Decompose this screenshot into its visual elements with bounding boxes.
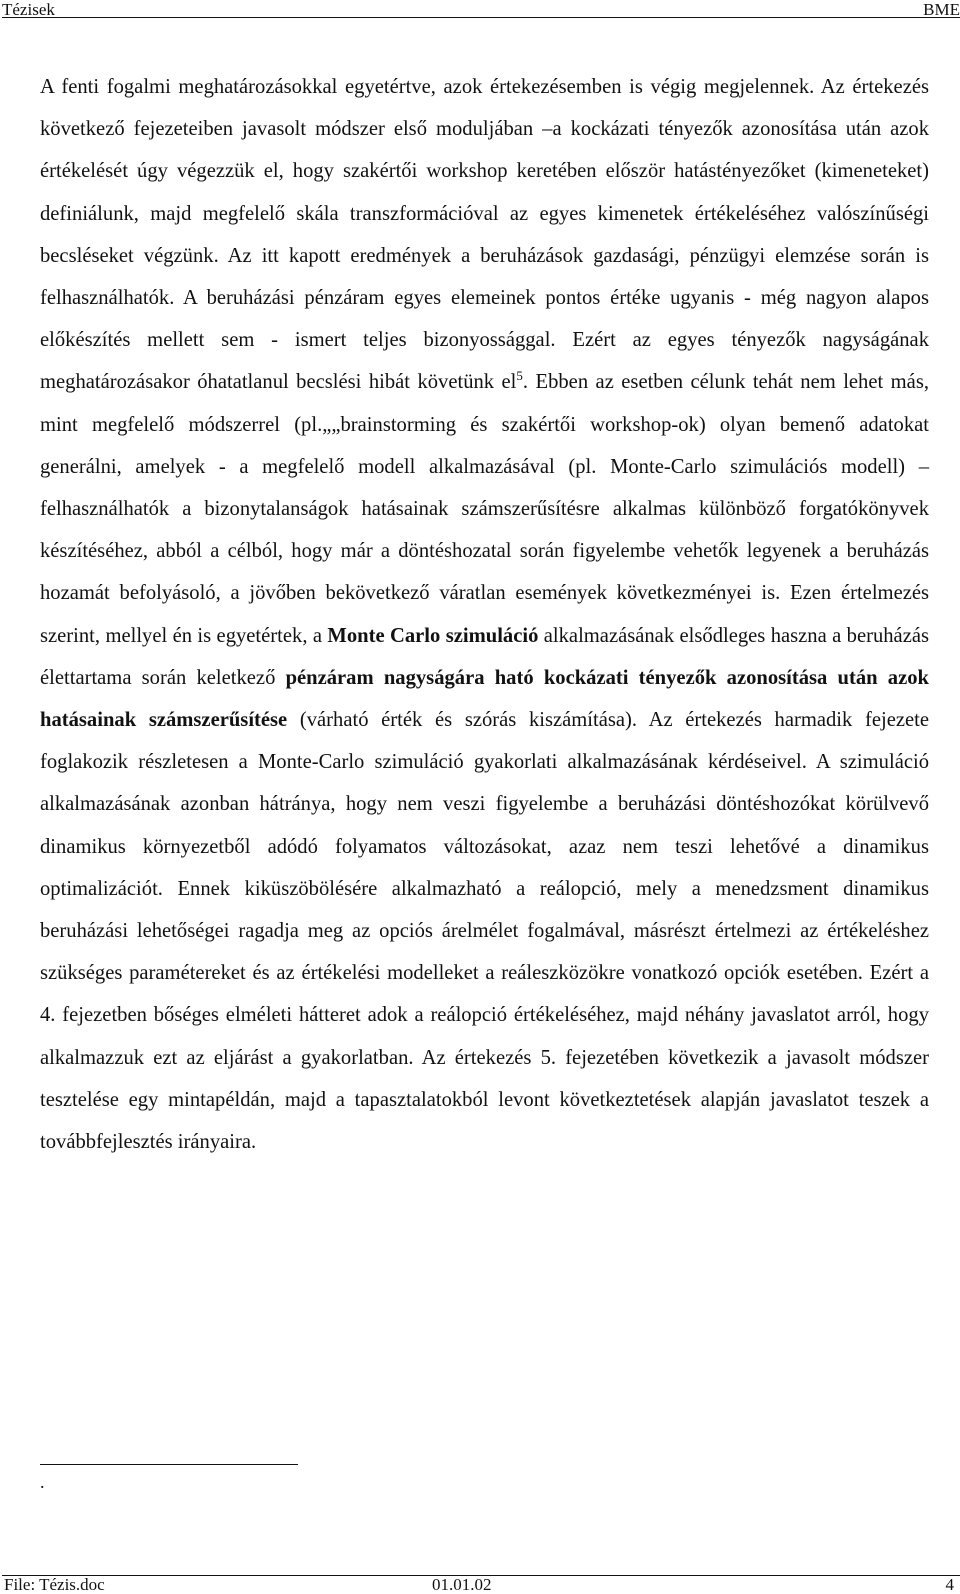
bold-phrase: pénzáram nagyságára ható kockázati tényezők azonosítása után azok hatásainak számszerűsítése bbox=[40, 666, 929, 732]
footer-date: 01.01.02 bbox=[432, 1575, 492, 1594]
header-rule bbox=[2, 17, 960, 18]
footer-filename: File: Tézis.doc bbox=[4, 1575, 105, 1594]
header-title: Tézisek bbox=[2, 0, 55, 19]
text-run: (várható érték és szórás kiszámítása). bbox=[287, 709, 638, 732]
text-run: Ezen értelmezés szerint, mellyel én is egyetértek, a bbox=[40, 582, 929, 647]
text-run: Az értekezés harmadik fejezete foglakozik részletesen a Monte-Carlo szimuláció gyakorlati alkalmazásának kérdéseivel. bbox=[40, 709, 929, 774]
text-run: alkalmazásának elsődleges haszna a beruházás élettartama során keletkező bbox=[40, 624, 929, 689]
text-run: A beruházási pénzáram egyes elemeinek pontos értéke ugyanis - még nagyon alapos előkészítés mellett sem - ismert teljes bizonyossággal. Ezért az egyes tényezők nagyságának meghatározásakor óhatatlanul becslési hibát követünk el bbox=[40, 287, 929, 394]
footnote-reference[interactable]: 5 bbox=[516, 368, 523, 384]
header-institution: BME bbox=[923, 0, 960, 19]
text-run: A fenti fogalmi meghatározásokkal egyetértve, azok értekezésemben is végig megjelennek. Az értekezés következő fejezeteiben javasolt módszer első moduljában –a kockázati tényezők azonosítása után azok értékelését úgy végezzük el, hogy szakértői workshop keretében először hatástényezőket (kimeneteket) definiálunk, majd megfelelő skála transzformációval az egyes kimenetek értékeléséhez valószínűségi becsléseket végzünk. bbox=[40, 76, 929, 267]
footnote-separator bbox=[40, 1464, 298, 1465]
text-run: A szimuláció alkalmazásának azonban hátránya, hogy nem veszi figyelembe a beruházási döntéshozókat körülvevő dinamikus környezetből adódó folyamatos változásokat, azaz nem teszi lehetővé a dinamikus optimalizációt. Ennek kiküszöbölésére alkalmazható a reálopció, mely a menedzsment dinamikus beruházási lehetőségei ragadja meg az opciós árelmélet fogalmával, másrészt értelmezi az értékeléshez szükséges paramétereket és az értékelési modelleket a reáleszközökre vonatkozó opciók esetében. Ezért a 4. fejezetben bőséges elméleti hátteret adok a reálopció értékeléséhez, majd néhány javaslatot arról, hogy alkalmazzuk ezt az eljárást a gyakorlatban. Az értekezés 5. fejezetében következik a javasolt módszer tesztelése egy mintapéldán, majd a tapasztalatokból levont következtetések alapján javaslatot teszek a továbbfejlesztés irányaira. bbox=[40, 751, 929, 1154]
page-footer bbox=[0, 1576, 960, 1593]
text-run: . Ebben az esetben célunk tehát nem lehet más, mint megfelelő módszerrel (pl.„„brainstorming és szakértői workshop-ok) olyan bemenő adatokat generálni, amelyek - a megfelelő modell alkalmazásával (pl. Monte-Carlo szimulációs modell) – felhasználhatók a bizonytalanságok hatásainak számszerűsítésre alkalmas különböző forgatókönyvek készítéséhez, abból a célból, hogy már a döntéshozatal során figyelembe vehetők legyenek a beruházás hozamát befolyásoló, a jövőben bekövetkező váratlan események következményei is. bbox=[40, 371, 929, 605]
paragraph bbox=[40, 66, 929, 1163]
main-paragraph bbox=[40, 66, 929, 1163]
text-run: Az itt kapott eredmények a beruházások gazdasági, pénzügyi elemzése során is felhasználhatók. bbox=[40, 244, 929, 310]
footnote-text: . bbox=[40, 1472, 45, 1492]
bold-term: Monte Carlo szimuláció bbox=[327, 624, 539, 647]
page-number: 4 bbox=[945, 1575, 954, 1594]
